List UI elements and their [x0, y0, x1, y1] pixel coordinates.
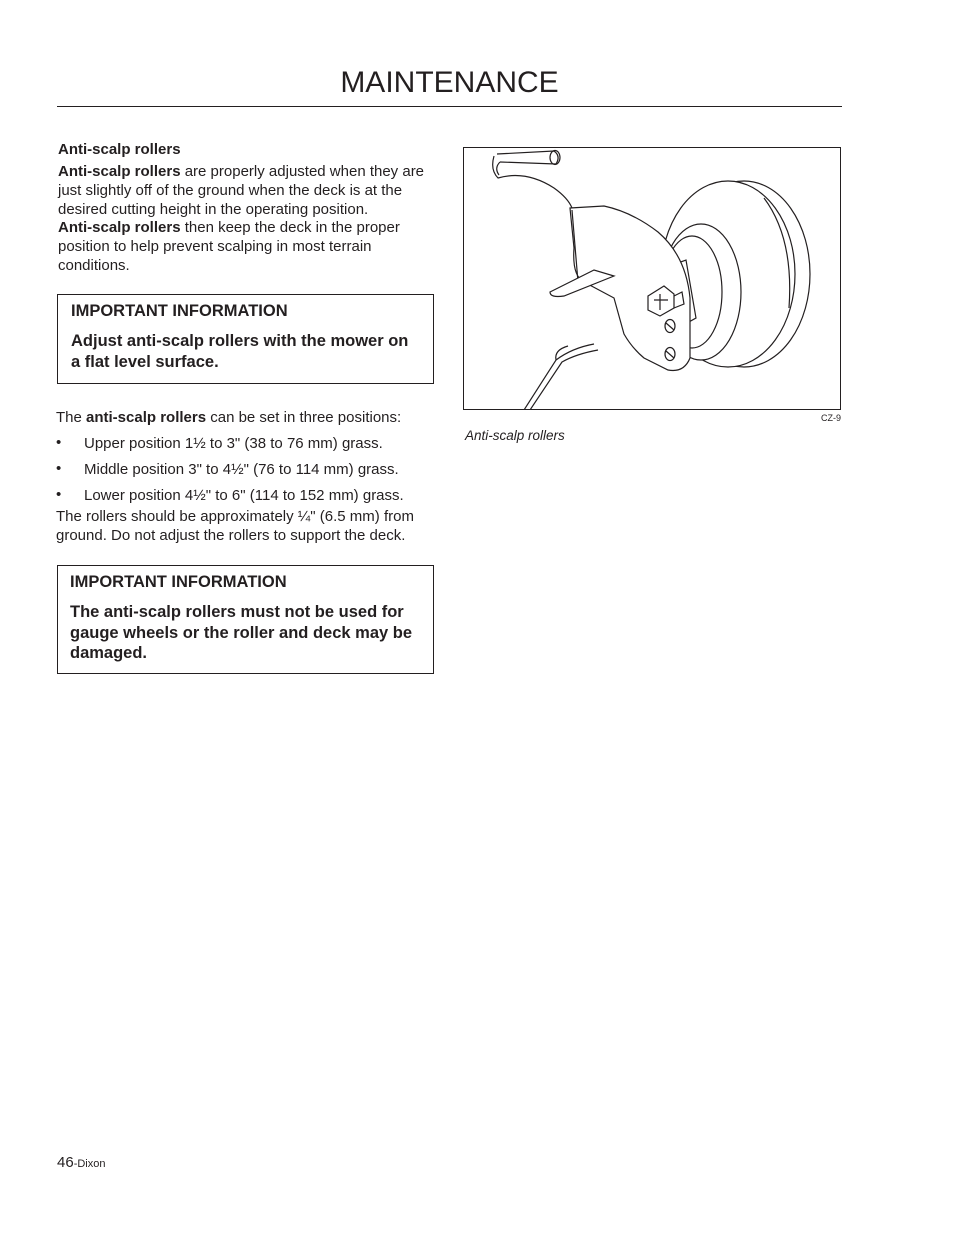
- footer-suffix: -Dixon: [73, 1158, 106, 1170]
- intro-text-1: are properly adjusted when they are just slightly off of the ground when the deck is at the desired cutting height in the operating position.: [58, 163, 425, 218]
- intro-term-2: Anti-scalp rollers: [58, 219, 181, 237]
- positions-intro: The anti-scalp rollers can be set in three positions:: [56, 409, 402, 426]
- page-footer: [57, 1154, 105, 1171]
- important-info-box-1: [57, 294, 434, 384]
- figure-code: CZ-9: [821, 413, 841, 423]
- figure-caption: Anti-scalp rollers: [465, 428, 565, 443]
- section-heading: Anti-scalp rollers: [58, 141, 181, 158]
- important-info-text-2: The anti-scalp rollers must not be used for gauge wheels or the roller and deck may be damaged.: [70, 603, 413, 662]
- important-info-title-1: IMPORTANT INFORMATION: [71, 302, 288, 320]
- bullet-icon: •: [56, 486, 62, 503]
- header-rule: [57, 106, 842, 107]
- intro-paragraph: [58, 163, 430, 276]
- bullet-icon: •: [56, 460, 62, 477]
- anti-scalp-roller-figure: [463, 147, 841, 410]
- important-info-text-1: Adjust anti-scalp rollers with the mower on a flat level surface.: [71, 332, 409, 371]
- bullet-icon: •: [56, 434, 62, 451]
- position-lower: Lower position 4½" to 6" (114 to 152 mm) grass.: [84, 487, 404, 504]
- page-header-title: MAINTENANCE: [340, 66, 559, 99]
- important-info-box-2: [57, 565, 434, 674]
- important-info-title-2: IMPORTANT INFORMATION: [70, 573, 287, 591]
- position-upper: Upper position 1½ to 3" (38 to 76 mm) grass.: [84, 435, 383, 452]
- position-middle: Middle position 3" to 4½" (76 to 114 mm) grass.: [84, 461, 399, 478]
- anti-scalp-roller-illustration: [464, 148, 841, 410]
- rollers-note: The rollers should be approximately ¼" (6.5 mm) from ground. Do not adjust the rollers to support the deck.: [56, 508, 414, 544]
- positions-intro-term: anti-scalp rollers: [86, 409, 207, 426]
- intro-text-2: then keep the deck in the proper position to help prevent scalping in most terrain conditions.: [58, 219, 400, 274]
- intro-term-1: Anti-scalp rollers: [58, 163, 181, 180]
- page-number: 46: [57, 1154, 74, 1171]
